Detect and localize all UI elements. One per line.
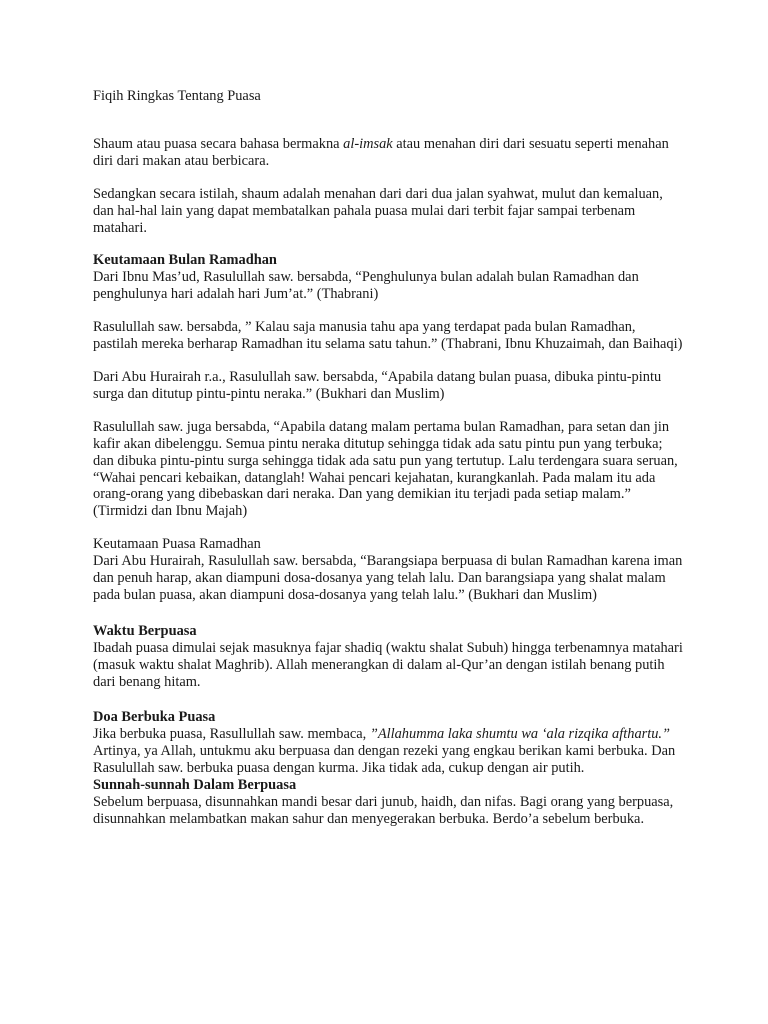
waktu-paragraph: Ibadah puasa dimulai sejak masuknya fajar shadiq (waktu shalat Subuh) hingga terbenamnya matahari (masuk waktu shalat Maghrib). Allah menerangkan di dalam al-Qur’an dengan istilah benang putih dari benang hitam. — [93, 639, 683, 690]
ramadhan-paragraph-1: Dari Ibnu Mas’ud, Rasulullah saw. bersabda, “Penghulunya bulan adalah bulan Ramadhan dan penghulunya hari adalah hari Jum’at.” (Thabrani) — [93, 269, 639, 303]
puasa-paragraph: Dari Abu Hurairah, Rasulullah saw. bersabda, “Barangsiapa berpuasa di bulan Ramadhan karena iman dan penuh harap, akan diampuni dosa-dosanya yang telah lalu. Dan barangsiapa yang shalat malam pada bulan puasa, akan diampuni dosa-dosanya yang telah lalu.” (Bukhari dan Muslim) — [93, 553, 683, 603]
doa-prayer: ”Allahumma laka shumtu wa ‘ala rizqika afthartu.” — [369, 726, 671, 743]
heading-doa-berbuka-puasa: Doa Berbuka Puasa — [93, 709, 216, 726]
intro-text-before: Shaum atau puasa secara bahasa bermakna — [93, 135, 344, 152]
definition-paragraph: Sedangkan secara istilah, shaum adalah menahan dari dari dua jalan syahwat, mulut dan kemaluan, dan hal-hal lain yang dapat membatalkan pahala puasa mulai dari terbit fajar sampai terbenam matahari. — [93, 185, 663, 236]
doa-text-before: Jika berbuka puasa, Rasullullah saw. membaca, — [93, 726, 370, 743]
intro-paragraph — [93, 136, 683, 170]
heading-sunnah-dalam-berpuasa: Sunnah-sunnah Dalam Berpuasa — [93, 777, 297, 794]
ramadhan-paragraph-2: Rasulullah saw. bersabda, ” Kalau saja manusia tahu apa yang terdapat pada bulan Ramadhan, pastilah mereka berharap Ramadhan itu selama satu tahun.” (Thabrani, Ibnu Khuzaimah, dan Baihaqi) — [93, 319, 683, 353]
intro-text-after: atau menahan diri dari sesuatu seperti menahan diri dari makan atau berbicara. — [93, 135, 669, 169]
document-title: Fiqih Ringkas Tentang Puasa — [93, 88, 261, 104]
intro-term: al-imsak — [343, 135, 393, 152]
heading-waktu-berpuasa: Waktu Berpuasa — [93, 622, 197, 639]
sunnah-paragraph: Sebelum berpuasa, disunnahkan mandi besar dari junub, haidh, dan nifas. Bagi orang yang berpuasa, disunnahkan melambatkan makan sahur dan menyegerakan berbuka. Berdo’a sebelum berbuka. — [93, 794, 674, 827]
ramadhan-paragraph-4: Rasulullah saw. juga bersabda, “Apabila datang malam pertama bulan Ramadhan, para setan dan jin kafir akan dibelenggu. Semua pintu neraka ditutup sehingga tidak ada satu pintu pun yang terbuka; dan dibuka pintu-pintu surga sehingga tidak ada satu pun yang tertutup. Lalu terdengara suara seruan, “Wahai pencari kebaikan, datanglah! Wahai pencari kejahatan, kurangkanlah. Pada malam itu ada orang-orang yang dibebaskan dari neraka. Dan yang demikian itu terjadi pada setiap malam.” (Tirmidzi dan Ibnu Majah) — [93, 418, 678, 520]
document-body — [93, 88, 683, 828]
heading-keutamaan-bulan-ramadhan: Keutamaan Bulan Ramadhan — [93, 252, 277, 269]
doa-text-after: Artinya, ya Allah, untukmu aku berpuasa dan dengan rezeki yang engkau berikan kami berbuka. Dan Rasulullah saw. berbuka puasa dengan kurma. Jika tidak ada, cukup dengan air putih. — [93, 743, 676, 777]
heading-keutamaan-puasa-ramadhan: Keutamaan Puasa Ramadhan — [93, 536, 261, 553]
ramadhan-paragraph-3: Dari Abu Hurairah r.a., Rasulullah saw. bersabda, “Apabila datang bulan puasa, dibuka pintu-pintu surga dan ditutup pintu-pintu neraka.” (Bukhari dan Muslim) — [93, 368, 662, 402]
doa-paragraph — [93, 726, 683, 777]
